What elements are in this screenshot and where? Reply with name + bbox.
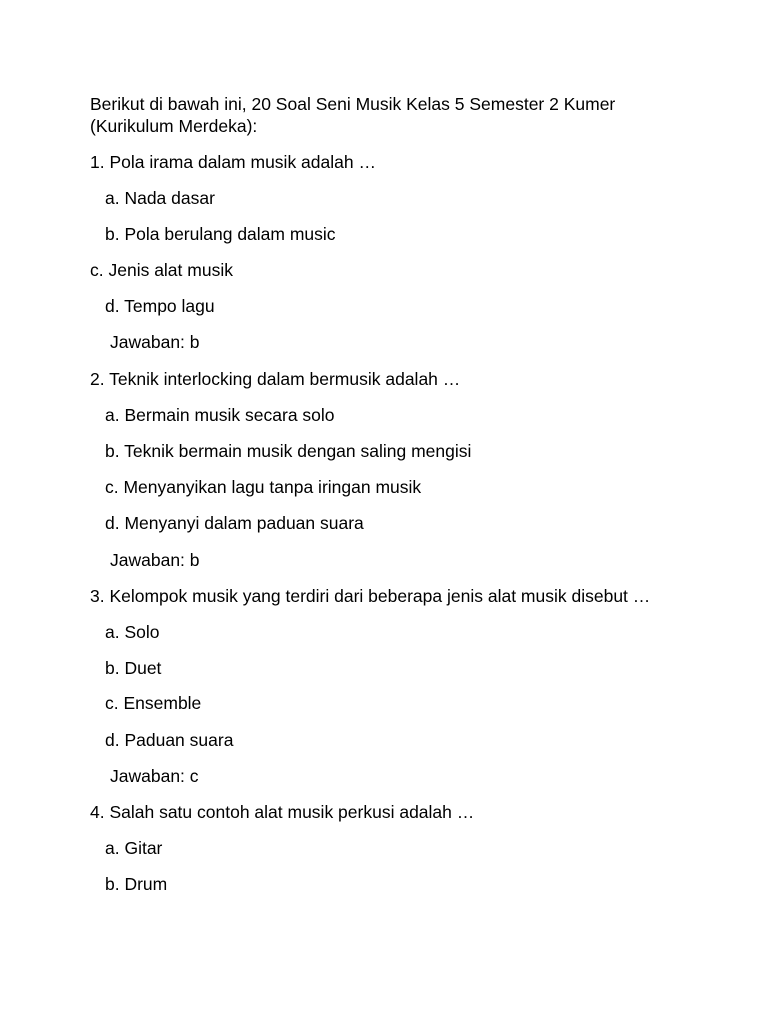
- question-3-option-b: b. Duet: [105, 658, 162, 678]
- question-2-answer: Jawaban: b: [110, 550, 200, 570]
- question-3-option-c: c. Ensemble: [105, 693, 202, 713]
- intro-line-2: (Kurikulum Merdeka):: [90, 116, 258, 136]
- question-4-option-a: a. Gitar: [105, 838, 163, 858]
- question-2: 2. Teknik interlocking dalam bermusik adalah …: [90, 369, 461, 389]
- question-3-answer: Jawaban: c: [110, 766, 199, 786]
- question-3-option-a: a. Solo: [105, 622, 160, 642]
- question-1-option-b: b. Pola berulang dalam music: [105, 224, 336, 244]
- question-1-option-d: d. Tempo lagu: [105, 296, 215, 316]
- question-2-option-d: d. Menyanyi dalam paduan suara: [105, 513, 364, 533]
- intro-paragraph: [90, 93, 690, 137]
- question-4-option-b: b. Drum: [105, 874, 168, 894]
- question-1: 1. Pola irama dalam musik adalah …: [90, 152, 376, 172]
- question-1-answer: Jawaban: b: [110, 332, 200, 352]
- question-2-option-a: a. Bermain musik secara solo: [105, 405, 335, 425]
- question-2-option-c: c. Menyanyikan lagu tanpa iringan musik: [105, 477, 422, 497]
- intro-line-1: Berikut di bawah ini, 20 Soal Seni Musik Kelas 5 Semester 2 Kumer: [90, 94, 616, 114]
- question-1-option-a: a. Nada dasar: [105, 188, 215, 208]
- question-4: 4. Salah satu contoh alat musik perkusi adalah …: [90, 802, 475, 822]
- question-2-option-b: b. Teknik bermain musik dengan saling mengisi: [105, 441, 472, 461]
- question-3: 3. Kelompok musik yang terdiri dari beberapa jenis alat musik disebut …: [90, 586, 651, 606]
- question-3-option-d: d. Paduan suara: [105, 730, 234, 750]
- question-1-option-c: c. Jenis alat musik: [90, 260, 233, 280]
